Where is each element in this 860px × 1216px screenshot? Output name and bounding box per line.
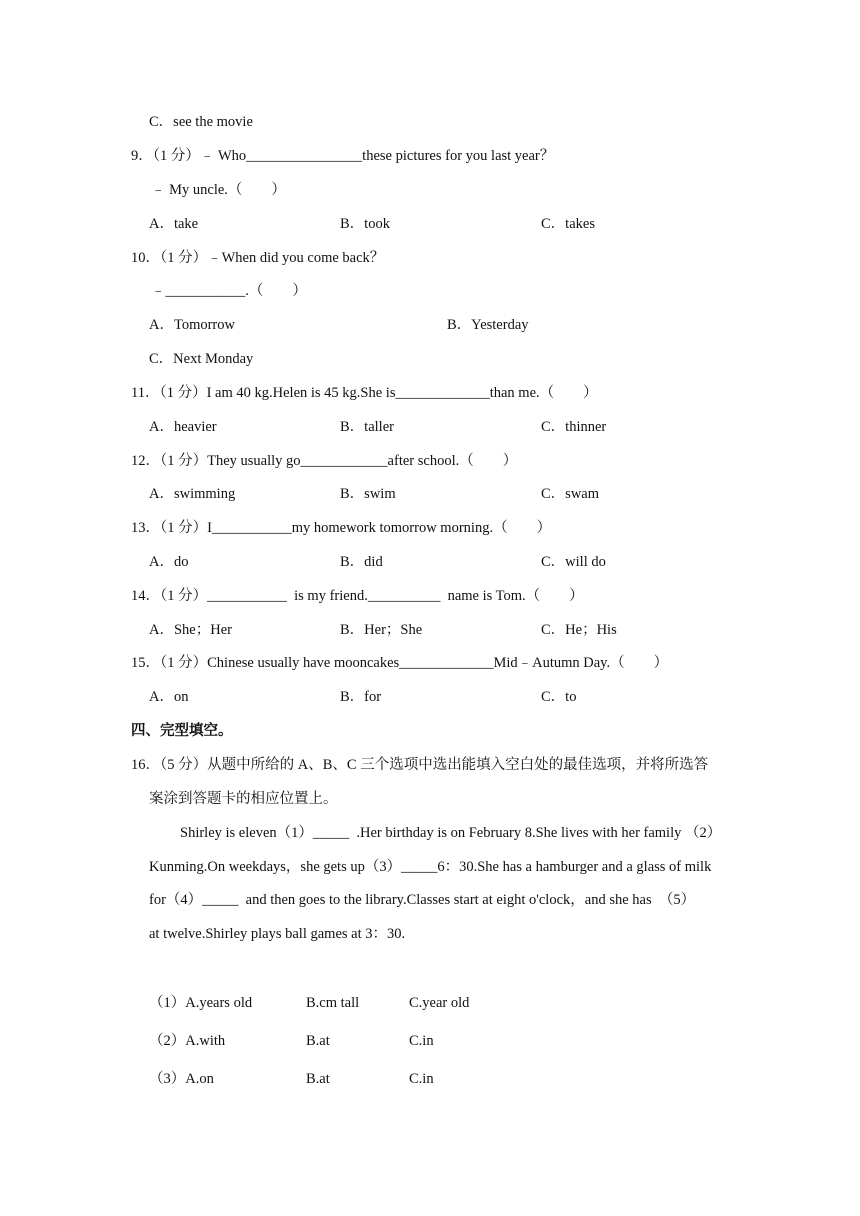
question-12: 12．（1 分）They usually go____________after school.（ ） [131, 453, 518, 469]
option-b: B．took [340, 216, 390, 232]
question-16-continued: 案涂到答题卡的相应位置上。 [149, 791, 338, 807]
option-b: B．for [340, 689, 382, 705]
passage-line: for（4）_____ and then goes to the library.Classes start at eight o'clock，and she has （5） [149, 892, 696, 908]
q8-option-c: C．see the movie [149, 114, 253, 130]
choice-1-c: C.year old [409, 995, 470, 1011]
question-10-answer: ﹣___________.（ ） [151, 283, 307, 299]
option-c: C．swam [541, 486, 599, 502]
option-c: C．takes [541, 216, 595, 232]
option-a: A．She；Her [149, 622, 232, 638]
choice-3-a: （3）A.on [149, 1071, 214, 1087]
question-16: 16．（5 分）从题中所给的 A、B、C 三个选项中选出能填入空白处的最佳选项，并将所选答 [131, 757, 709, 773]
option-b: B．Yesterday [447, 317, 529, 333]
choice-2-c: C.in [409, 1033, 434, 1049]
choice-2-b: B.at [306, 1033, 330, 1049]
option-c: C．Next Monday [149, 351, 254, 367]
question-13: 13．（1 分）I___________my homework tomorrow morning.（ ） [131, 520, 552, 536]
option-c: C．thinner [541, 419, 607, 435]
option-a: A．heavier [149, 419, 217, 435]
question-9: 9．（1 分）﹣ Who________________these pictures for you last year？ [131, 148, 555, 164]
choice-3-b: B.at [306, 1071, 330, 1087]
question-15: 15．（1 分）Chinese usually have mooncakes_____________Mid﹣Autumn Day.（ ） [131, 655, 669, 671]
option-b: B．Her；She [340, 622, 423, 638]
choice-2-a: （2）A.with [149, 1033, 226, 1049]
passage-line: at twelve.Shirley plays ball games at 3：30. [149, 926, 406, 942]
passage-line: Kunming.On weekdays，she gets up（3）_____6：30.She has a hamburger and a glass of milk [149, 859, 712, 875]
section-heading-cloze: 四、完型填空。 [131, 723, 233, 739]
passage-line: Shirley is eleven（1）_____ .Her birthday is on February 8.She lives with her family （2） [180, 825, 722, 841]
option-a: A．Tomorrow [149, 317, 235, 333]
option-a: A．take [149, 216, 199, 232]
option-a: A．do [149, 554, 189, 570]
question-14: 14．（1 分）___________ is my friend.__________ name is Tom.（ ） [131, 588, 584, 604]
option-c: C．He；His [541, 622, 617, 638]
choice-3-c: C.in [409, 1071, 434, 1087]
question-10: 10．（1 分）﹣When did you come back？ [131, 250, 385, 266]
choice-1-b: B.cm tall [306, 995, 360, 1011]
option-a: A．swimming [149, 486, 236, 502]
option-b: B．swim [340, 486, 396, 502]
question-11: 11．（1 分）I am 40 kg.Helen is 45 kg.She is_____________than me.（ ） [131, 385, 598, 401]
option-b: B．did [340, 554, 383, 570]
option-a: A．on [149, 689, 189, 705]
choice-1-a: （1）A.years old [149, 995, 253, 1011]
question-9-answer: ﹣ My uncle.（ ） [151, 182, 286, 198]
option-c: C．will do [541, 554, 606, 570]
option-b: B．taller [340, 419, 394, 435]
option-c: C．to [541, 689, 577, 705]
